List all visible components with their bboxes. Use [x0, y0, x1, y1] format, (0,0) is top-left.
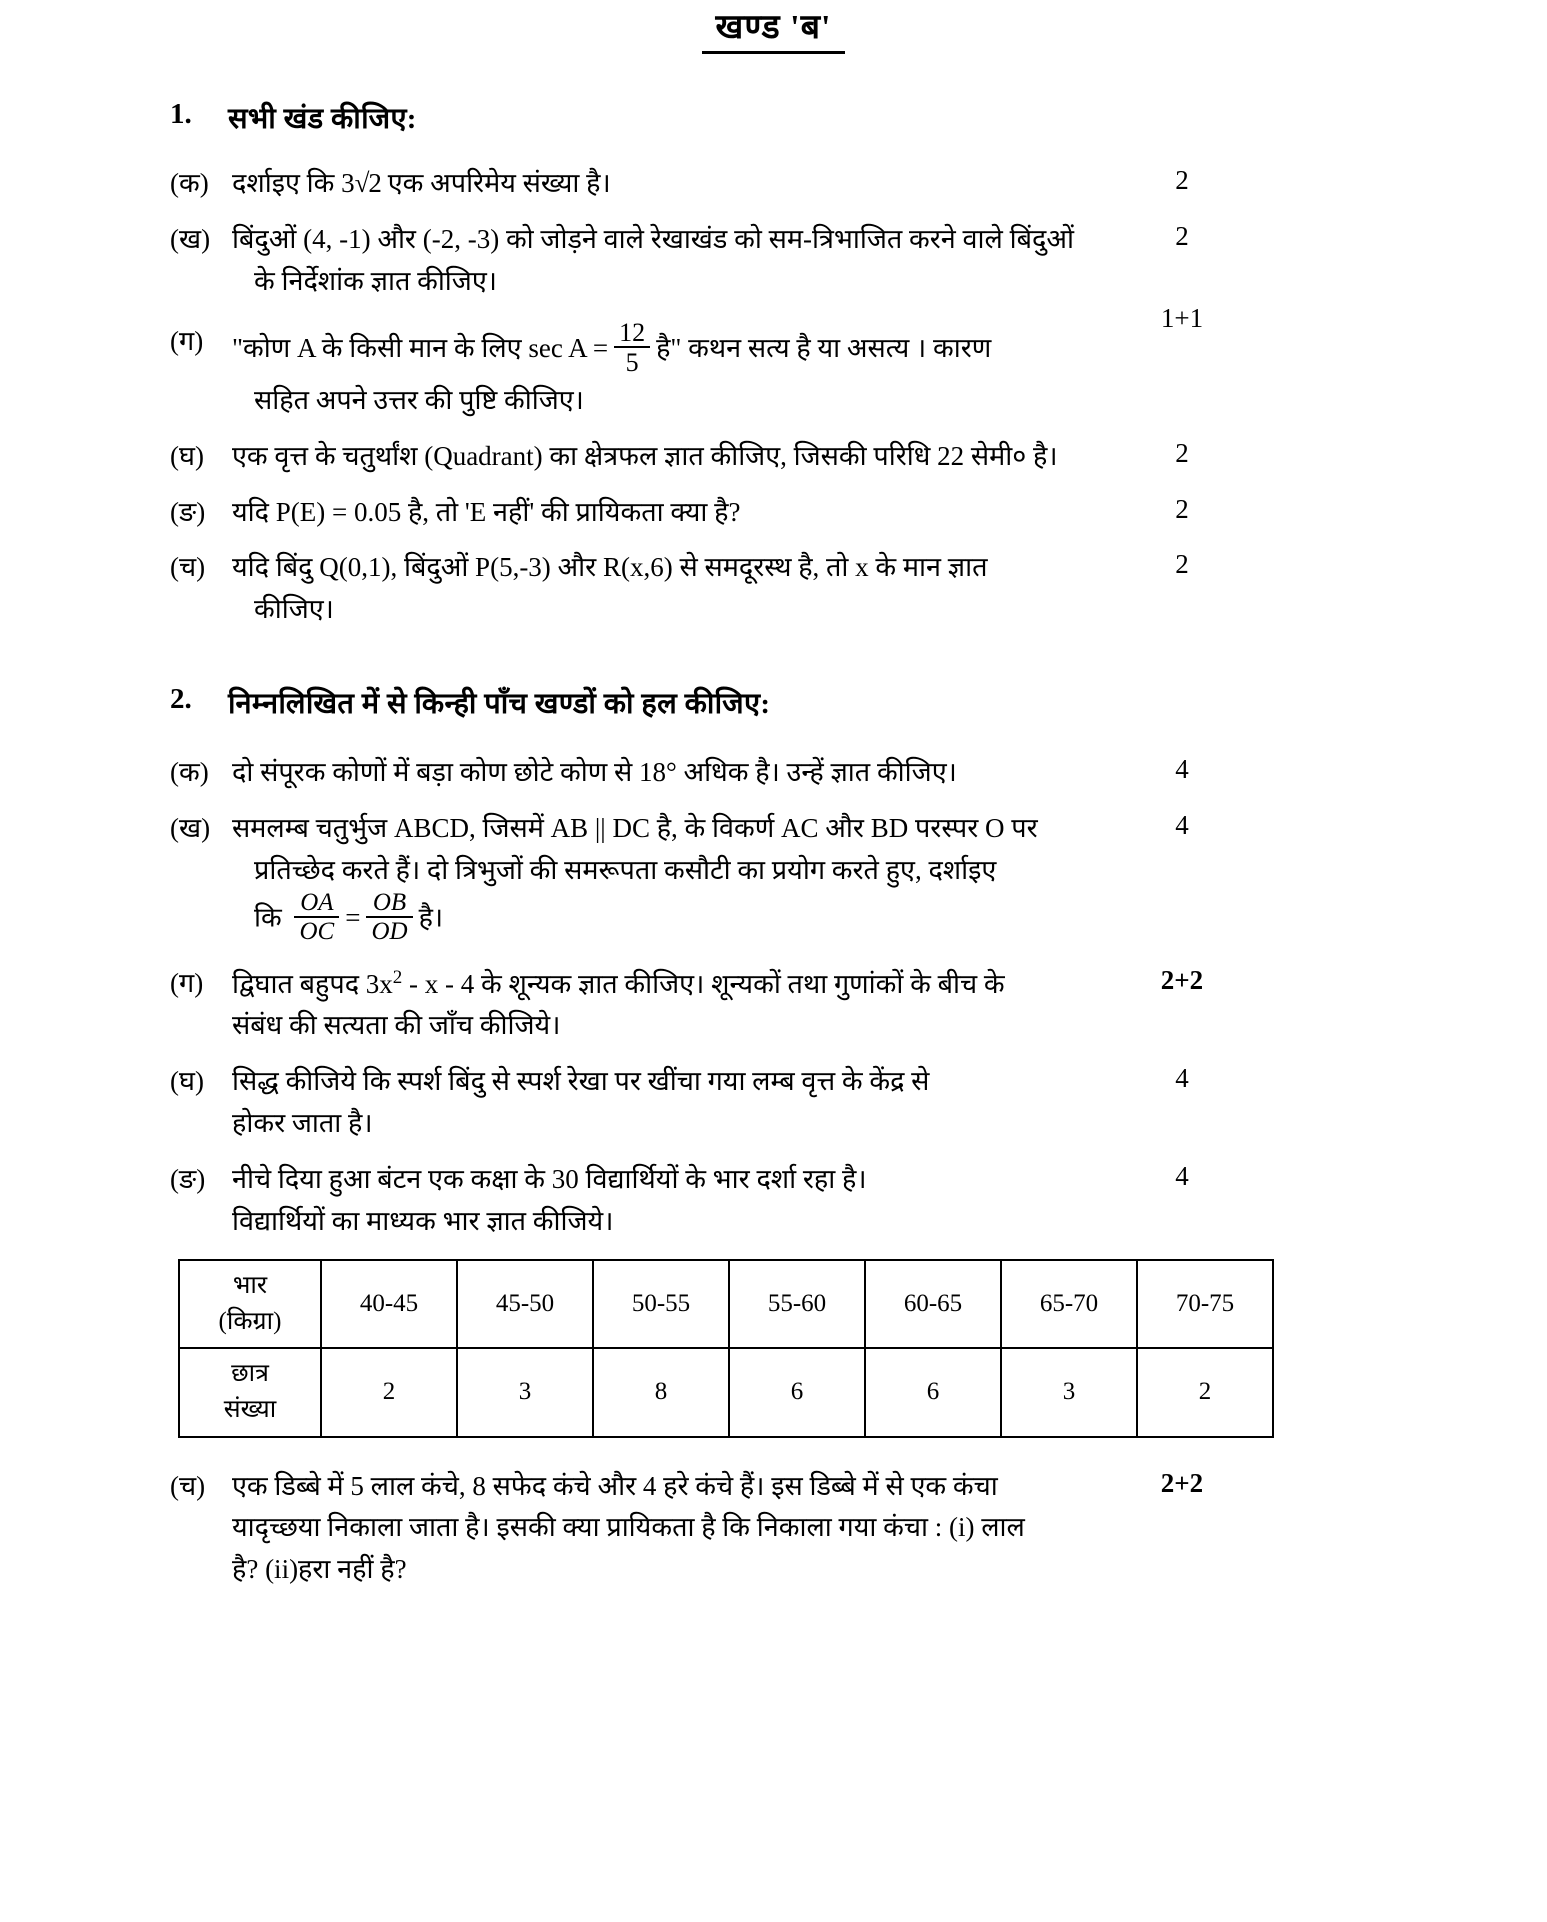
q1-cha-line2: कीजिए। — [254, 594, 334, 625]
table-rowheader-students-line2: संख्या — [223, 1396, 277, 1424]
q2-kha-frac1-numerator: OA — [294, 890, 339, 918]
q2-part-cha-text — [232, 1466, 1232, 1592]
q2-kha-fraction-ob-od — [366, 890, 412, 947]
table-rowheader-weight — [179, 1260, 321, 1349]
q1-part-nga-text: यदि P(E) = 0.05 है, तो 'E नहीं' की प्रायिकता क्या है? — [232, 496, 741, 527]
q2-part-ka-text: दो संपूरक कोणों में बड़ा कोण छोटे कोण से 18° अधिक है। उन्हें ज्ञात कीजिए। — [232, 757, 957, 788]
q2-kha-line3-prefix: कि — [254, 902, 282, 933]
q1-part-gha-label: (घ) — [170, 440, 204, 471]
table-row-frequencies — [179, 1348, 1273, 1437]
q2-part-gha — [0, 1061, 1547, 1145]
q1-part-ka-label: (क) — [170, 168, 209, 199]
q1-part-kha — [0, 219, 1547, 303]
question-1-heading-row — [0, 98, 1547, 137]
table-cell-class-1: 45-50 — [457, 1260, 593, 1349]
q2-part-ka-label: (क) — [170, 757, 209, 788]
table-cell-class-6: 70-75 — [1137, 1260, 1273, 1349]
q1-part-ka-text — [232, 163, 1232, 205]
table-cell-class-3: 55-60 — [729, 1260, 865, 1349]
q1-ga-fraction-numerator: 12 — [614, 319, 650, 348]
q2-ga-line1-a: द्विघात बहुपद 3x — [232, 968, 393, 999]
table-cell-freq-2: 8 — [593, 1348, 729, 1437]
q1-part-ka-marks: 2 — [1175, 165, 1189, 196]
table-rowheader-students — [179, 1348, 321, 1437]
question-2-parts — [0, 752, 1547, 1591]
q1-kha-line1: बिंदुओं (4, -1) और (-2, -3) को जोड़ने वाले रेखाखंड को सम-त्रिभाजित करने वाले बिंदुओं — [232, 223, 1074, 254]
q2-gha-line2: होकर जाता है। — [232, 1108, 373, 1139]
q2-cha-line3: है? (ii)हरा नहीं है? — [232, 1554, 407, 1585]
q1-part-ka — [0, 163, 1547, 205]
q2-part-nga-text — [232, 1159, 1232, 1243]
table-cell-freq-5: 3 — [1001, 1348, 1137, 1437]
q2-nga-line2: विद्यार्थियों का माध्यक भार ज्ञात कीजिये। — [232, 1205, 614, 1236]
q2-nga-line1: नीचे दिया हुआ बंटन एक कक्षा के 30 विद्यार्थियों के भार दर्शा रहा है। — [232, 1163, 867, 1194]
q2-gha-line1: सिद्ध कीजिये कि स्पर्श बिंदु से स्पर्श रेखा पर खींचा गया लम्ब वृत्त के केंद्र से — [232, 1066, 930, 1097]
q2-part-kha-marks: 4 — [1175, 809, 1189, 840]
section-title-container — [0, 8, 1547, 54]
q2-ga-line2: संबंध की सत्यता की जाँच कीजिये। — [232, 1010, 561, 1041]
q2-part-ka-marks: 4 — [1175, 754, 1189, 785]
q1-ka-text-after: एक अपरिमेय संख्या है। — [380, 168, 611, 199]
table-cell-class-0: 40-45 — [321, 1260, 457, 1349]
table-cell-freq-1: 3 — [457, 1348, 593, 1437]
q1-part-ga-label: (ग) — [170, 325, 204, 356]
q2-kha-fraction-oa-oc — [294, 890, 339, 947]
q1-part-cha-text — [232, 547, 1232, 631]
q2-part-gha-label: (घ) — [170, 1066, 204, 1097]
q1-part-kha-label: (ख) — [170, 223, 211, 254]
q2-cha-line1: एक डिब्बे में 5 लाल कंचे, 8 सफेद कंचे और 4 हरे कंचे हैं। इस डिब्बे में से एक कंचा — [232, 1470, 998, 1501]
q2-part-ga-marks: 2+2 — [1160, 964, 1204, 995]
q1-part-nga-marks: 2 — [1175, 493, 1189, 524]
q1-part-gha-text: एक वृत्त के चतुर्थांश (Quadrant) का क्षेत्रफल ज्ञात कीजिए, जिसकी परिधि 22 सेमी० है। — [232, 440, 1058, 471]
q2-part-kha-label: (ख) — [170, 812, 211, 843]
q2-part-ga-label: (ग) — [170, 967, 204, 998]
q2-part-kha-text — [232, 808, 1232, 949]
table-cell-class-2: 50-55 — [593, 1260, 729, 1349]
table-row-classes — [179, 1260, 1273, 1349]
q1-part-gha — [0, 436, 1547, 478]
exam-page — [0, 8, 1547, 1922]
q1-part-nga — [0, 492, 1547, 534]
q2-part-ga-text — [232, 963, 1232, 1048]
q2-cha-line2: यादृच्छया निकाला जाता है। इसकी क्या प्रायिकता है कि निकाला गया कंचा : (i) लाल — [232, 1512, 1025, 1543]
q1-ka-radical: √2 — [354, 168, 381, 199]
table-cell-freq-4: 6 — [865, 1348, 1001, 1437]
q1-part-nga-label: (ङ) — [170, 496, 206, 527]
table-cell-freq-0: 2 — [321, 1348, 457, 1437]
q1-kha-line2: के निर्देशांक ज्ञात कीजिए। — [254, 265, 497, 296]
q1-part-ga-marks: 1+1 — [1160, 302, 1204, 333]
q1-ga-line2: सहित अपने उत्तर की पुष्टि कीजिए। — [254, 384, 584, 415]
q2-ga-line1-b: - x - 4 के शून्यक ज्ञात कीजिए। शून्यकों तथा गुणांकों के बीच के — [402, 968, 1005, 999]
q2-part-ga — [0, 963, 1547, 1048]
q2-part-kha — [0, 808, 1547, 949]
q2-kha-frac1-denominator: OC — [299, 917, 335, 945]
q1-cha-line1: यदि बिंदु Q(0,1), बिंदुओं P(5,-3) और R(x,6) से समदूरस्थ है, तो x के मान ज्ञात — [232, 552, 988, 583]
question-1-parts — [0, 163, 1547, 631]
q2-ga-exponent: 2 — [392, 966, 403, 988]
table-cell-freq-6: 2 — [1137, 1348, 1273, 1437]
frequency-table-container — [0, 1259, 1547, 1438]
question-2-number: 2. — [170, 683, 192, 716]
q1-part-cha-marks: 2 — [1175, 549, 1189, 580]
q1-part-ga — [0, 302, 1547, 422]
q2-part-nga-label: (ङ) — [170, 1163, 206, 1194]
q2-kha-line3-suffix: है। — [418, 902, 444, 933]
question-2-heading: निम्नलिखित में से किन्ही पाँच खण्डों को हल कीजिए: — [228, 688, 771, 721]
table-cell-class-5: 65-70 — [1001, 1260, 1137, 1349]
table-rowheader-weight-line2: (किग्रा) — [218, 1307, 282, 1335]
q1-part-cha — [0, 547, 1547, 631]
q2-kha-line2: प्रतिच्छेद करते हैं। दो त्रिभुजों की समरूपता कसौटी का प्रयोग करते हुए, दर्शाइए — [254, 854, 997, 885]
q2-part-cha-marks: 2+2 — [1160, 1467, 1204, 1498]
q1-part-kha-marks: 2 — [1175, 220, 1189, 251]
q2-part-cha — [0, 1466, 1547, 1592]
q2-kha-frac2-denominator: OD — [371, 917, 408, 945]
q2-part-gha-text — [232, 1061, 1232, 1145]
q2-kha-line1: समलम्ब चतुर्भुज ABCD, जिसमें AB || DC है, के विकर्ण AC और BD परस्पर O पर — [232, 812, 1038, 843]
question-2-heading-row — [0, 683, 1547, 722]
question-1-number: 1. — [170, 98, 192, 131]
section-title: खण्ड 'ब' — [702, 8, 846, 54]
q2-kha-frac2-numerator: OB — [366, 890, 412, 918]
q1-ka-text-before: दर्शाइए कि 3 — [232, 168, 355, 199]
table-rowheader-weight-line1: भार — [232, 1271, 268, 1299]
weight-frequency-table — [178, 1259, 1274, 1438]
table-rowheader-students-line1: छात्र — [231, 1360, 269, 1388]
table-cell-freq-3: 6 — [729, 1348, 865, 1437]
q1-part-kha-text — [232, 219, 1232, 303]
q1-part-gha-marks: 2 — [1175, 437, 1189, 468]
q1-ga-fraction — [614, 319, 650, 378]
q2-part-cha-label: (च) — [170, 1470, 206, 1501]
q2-kha-equals-sign: = — [345, 902, 361, 933]
q1-ga-seg1: "कोण A के किसी मान के लिए sec A = — [232, 332, 609, 363]
table-cell-class-4: 60-65 — [865, 1260, 1001, 1349]
q2-part-ka — [0, 752, 1547, 794]
q1-ga-seg2: है" कथन सत्य है या असत्य । कारण — [656, 332, 992, 363]
question-1-heading: सभी खंड कीजिए: — [228, 103, 417, 136]
q2-part-nga — [0, 1159, 1547, 1243]
q1-ga-fraction-denominator: 5 — [625, 347, 639, 377]
q2-part-gha-marks: 4 — [1175, 1063, 1189, 1094]
q2-part-nga-marks: 4 — [1175, 1160, 1189, 1191]
q2-kha-line3 — [232, 888, 1232, 949]
q1-part-cha-label: (च) — [170, 552, 206, 583]
